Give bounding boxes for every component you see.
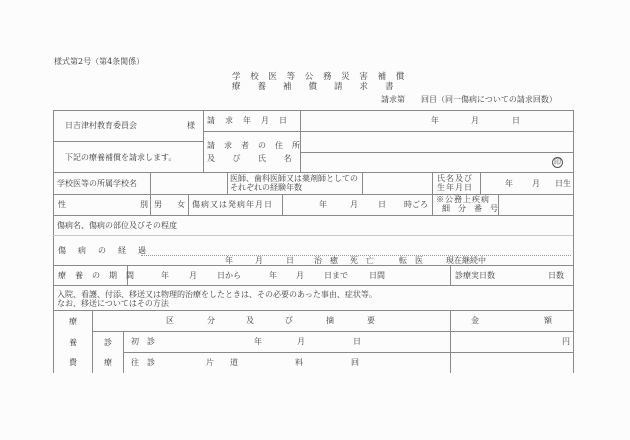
sex-label-right: 別 [140, 200, 148, 209]
breakdown-header-3: 及 [246, 316, 254, 325]
form-title-line1: 学 校 医 等 公 務 災 害 補 償 [232, 72, 408, 82]
breakdown-header-2: 分 [207, 316, 215, 325]
period-days: 日間 [369, 271, 385, 280]
progress-month: 月 [255, 256, 263, 265]
onset-month: 月 [350, 200, 358, 209]
period-from-day: 日から [217, 271, 241, 280]
progress-label: 傷 病 の 経 過 [58, 246, 148, 255]
progress-day: 日 [286, 256, 294, 265]
dob-year: 年 [505, 179, 513, 188]
disease-code-field[interactable] [499, 195, 572, 215]
period-from-year: 年 [161, 271, 169, 280]
first-visit-month: 月 [297, 337, 305, 346]
medical-label-1: 診 [104, 338, 112, 347]
onset-year: 年 [319, 200, 327, 209]
addressee-honorific: 様 [187, 121, 195, 130]
dob-field[interactable] [481, 173, 572, 193]
seal-icon: 印 [554, 158, 561, 166]
school-name-field[interactable] [151, 173, 226, 193]
house-call-fee-label: 料 [295, 358, 303, 367]
house-call-amount-field[interactable] [451, 353, 572, 372]
outcome-death[interactable]: 死 亡 [350, 256, 374, 265]
outcome-ongoing[interactable]: 現在継続中 [446, 256, 486, 265]
onset-time: 時ごろ [404, 200, 428, 209]
reason-line1: 入院、看護、付添、移送又は物理的治療をしたときは、その必要のあった事由、症状等。 [57, 290, 377, 299]
form-number: 様式第2号（第4条関係） [54, 57, 145, 66]
actual-days-field[interactable] [500, 266, 540, 285]
first-visit-label: 初 診 [131, 337, 155, 346]
onset-label: 傷病又は発病年月日 [192, 200, 273, 209]
breakdown-header-4: び [285, 316, 293, 325]
reason-line2: なお、移送についてはその方法 [57, 299, 169, 308]
first-visit-amount-field[interactable] [451, 332, 561, 351]
claim-count-input[interactable] [408, 94, 420, 105]
experience-label-line1: 医師、歯科医師又は薬剤師としての [230, 174, 358, 183]
claim-count-suffix: 回目（同一傷病についての請求回数） [421, 95, 557, 104]
claimant-label-line2: 及 び 氏 名 [207, 154, 292, 163]
treatment-period-label: 療 養 の 期 間 [58, 271, 135, 280]
form-title-line2: 療 養 補 償 請 求 書 [232, 82, 394, 92]
dob-day: 日生 [555, 179, 571, 188]
period-to-year: 年 [269, 271, 277, 280]
first-visit-year: 年 [254, 337, 262, 346]
claimant-name-field[interactable] [301, 153, 572, 172]
house-call-distance-label: 片 道 [206, 358, 238, 367]
onset-day: 日 [378, 200, 386, 209]
experience-label-line2: それぞれの経験年数 [230, 183, 302, 192]
outcome-transfer[interactable]: 転 医 [399, 256, 423, 265]
amount-header-2: 額 [544, 316, 552, 325]
claim-count-prefix: 請求第 [381, 95, 405, 104]
onset-field[interactable] [283, 195, 431, 215]
experience-field[interactable] [363, 173, 431, 193]
house-call-count-field[interactable] [305, 353, 350, 372]
expense-label-2: 養 [69, 338, 77, 347]
disease-code-label [436, 195, 498, 213]
period-to-day: 日まで [324, 271, 348, 280]
addressee: 日吉津村教育委員会 [65, 121, 137, 130]
outcome-cured[interactable]: 治 癒 [314, 256, 338, 265]
name-dob-label-line1: 氏名及び [437, 174, 473, 183]
period-from-month: 月 [189, 271, 197, 280]
experience-label [230, 174, 362, 192]
reason-label [57, 290, 567, 308]
name-dob-label [437, 174, 473, 192]
amount-header-1: 金 [471, 316, 479, 325]
medical-label-2: 療 [104, 358, 112, 367]
sex-label-left: 性 [58, 200, 66, 209]
dob-month: 月 [532, 179, 540, 188]
house-call-label: 往 診 [131, 358, 155, 367]
claimant-label-line1: 請 求 者 の 住 所 [207, 141, 301, 150]
actual-days-label: 診療実日数 [455, 271, 495, 280]
actual-days-unit: 日数 [548, 271, 564, 280]
claim-date-label: 請 求 年 月 日 [207, 116, 288, 125]
breakdown-header-5: 摘 [326, 316, 334, 325]
breakdown-header-6: 要 [367, 316, 375, 325]
currency-unit: 円 [562, 337, 570, 346]
house-call-distance-field[interactable] [240, 353, 290, 372]
expense-label-3: 費 [69, 358, 77, 367]
progress-field[interactable] [141, 237, 571, 255]
treatment-period-field[interactable] [128, 266, 449, 285]
sex-option-male[interactable]: 男 [154, 200, 162, 209]
sex-option-female[interactable]: 女 [177, 200, 185, 209]
period-to-month: 月 [296, 271, 304, 280]
first-visit-day: 日 [353, 337, 361, 346]
progress-year: 年 [225, 256, 233, 265]
claimant-address-field[interactable] [301, 132, 572, 152]
claim-date-field[interactable] [301, 111, 572, 131]
school-name-label: 学校医等の所属学校名 [57, 179, 137, 188]
disease-code-label-line2: 細 分 番 号 [442, 204, 498, 213]
claim-date-year: 年 [431, 116, 439, 125]
injury-name-field[interactable] [210, 216, 572, 235]
injury-name-label: 傷病名、傷病の部位及びその程度 [57, 221, 177, 230]
request-statement: 下記の療養補償を請求します。 [65, 153, 177, 162]
claim-date-month: 月 [471, 116, 479, 125]
house-call-count-label: 回 [351, 358, 359, 367]
breakdown-header-1: 区 [166, 316, 174, 325]
disease-code-label-line1: ※公務上疾病 [436, 195, 490, 204]
claim-date-day: 日 [512, 116, 520, 125]
name-dob-label-line2: 生年月日 [437, 183, 473, 192]
expense-label-1: 療 [69, 317, 77, 326]
first-visit-date-field[interactable] [170, 332, 449, 351]
